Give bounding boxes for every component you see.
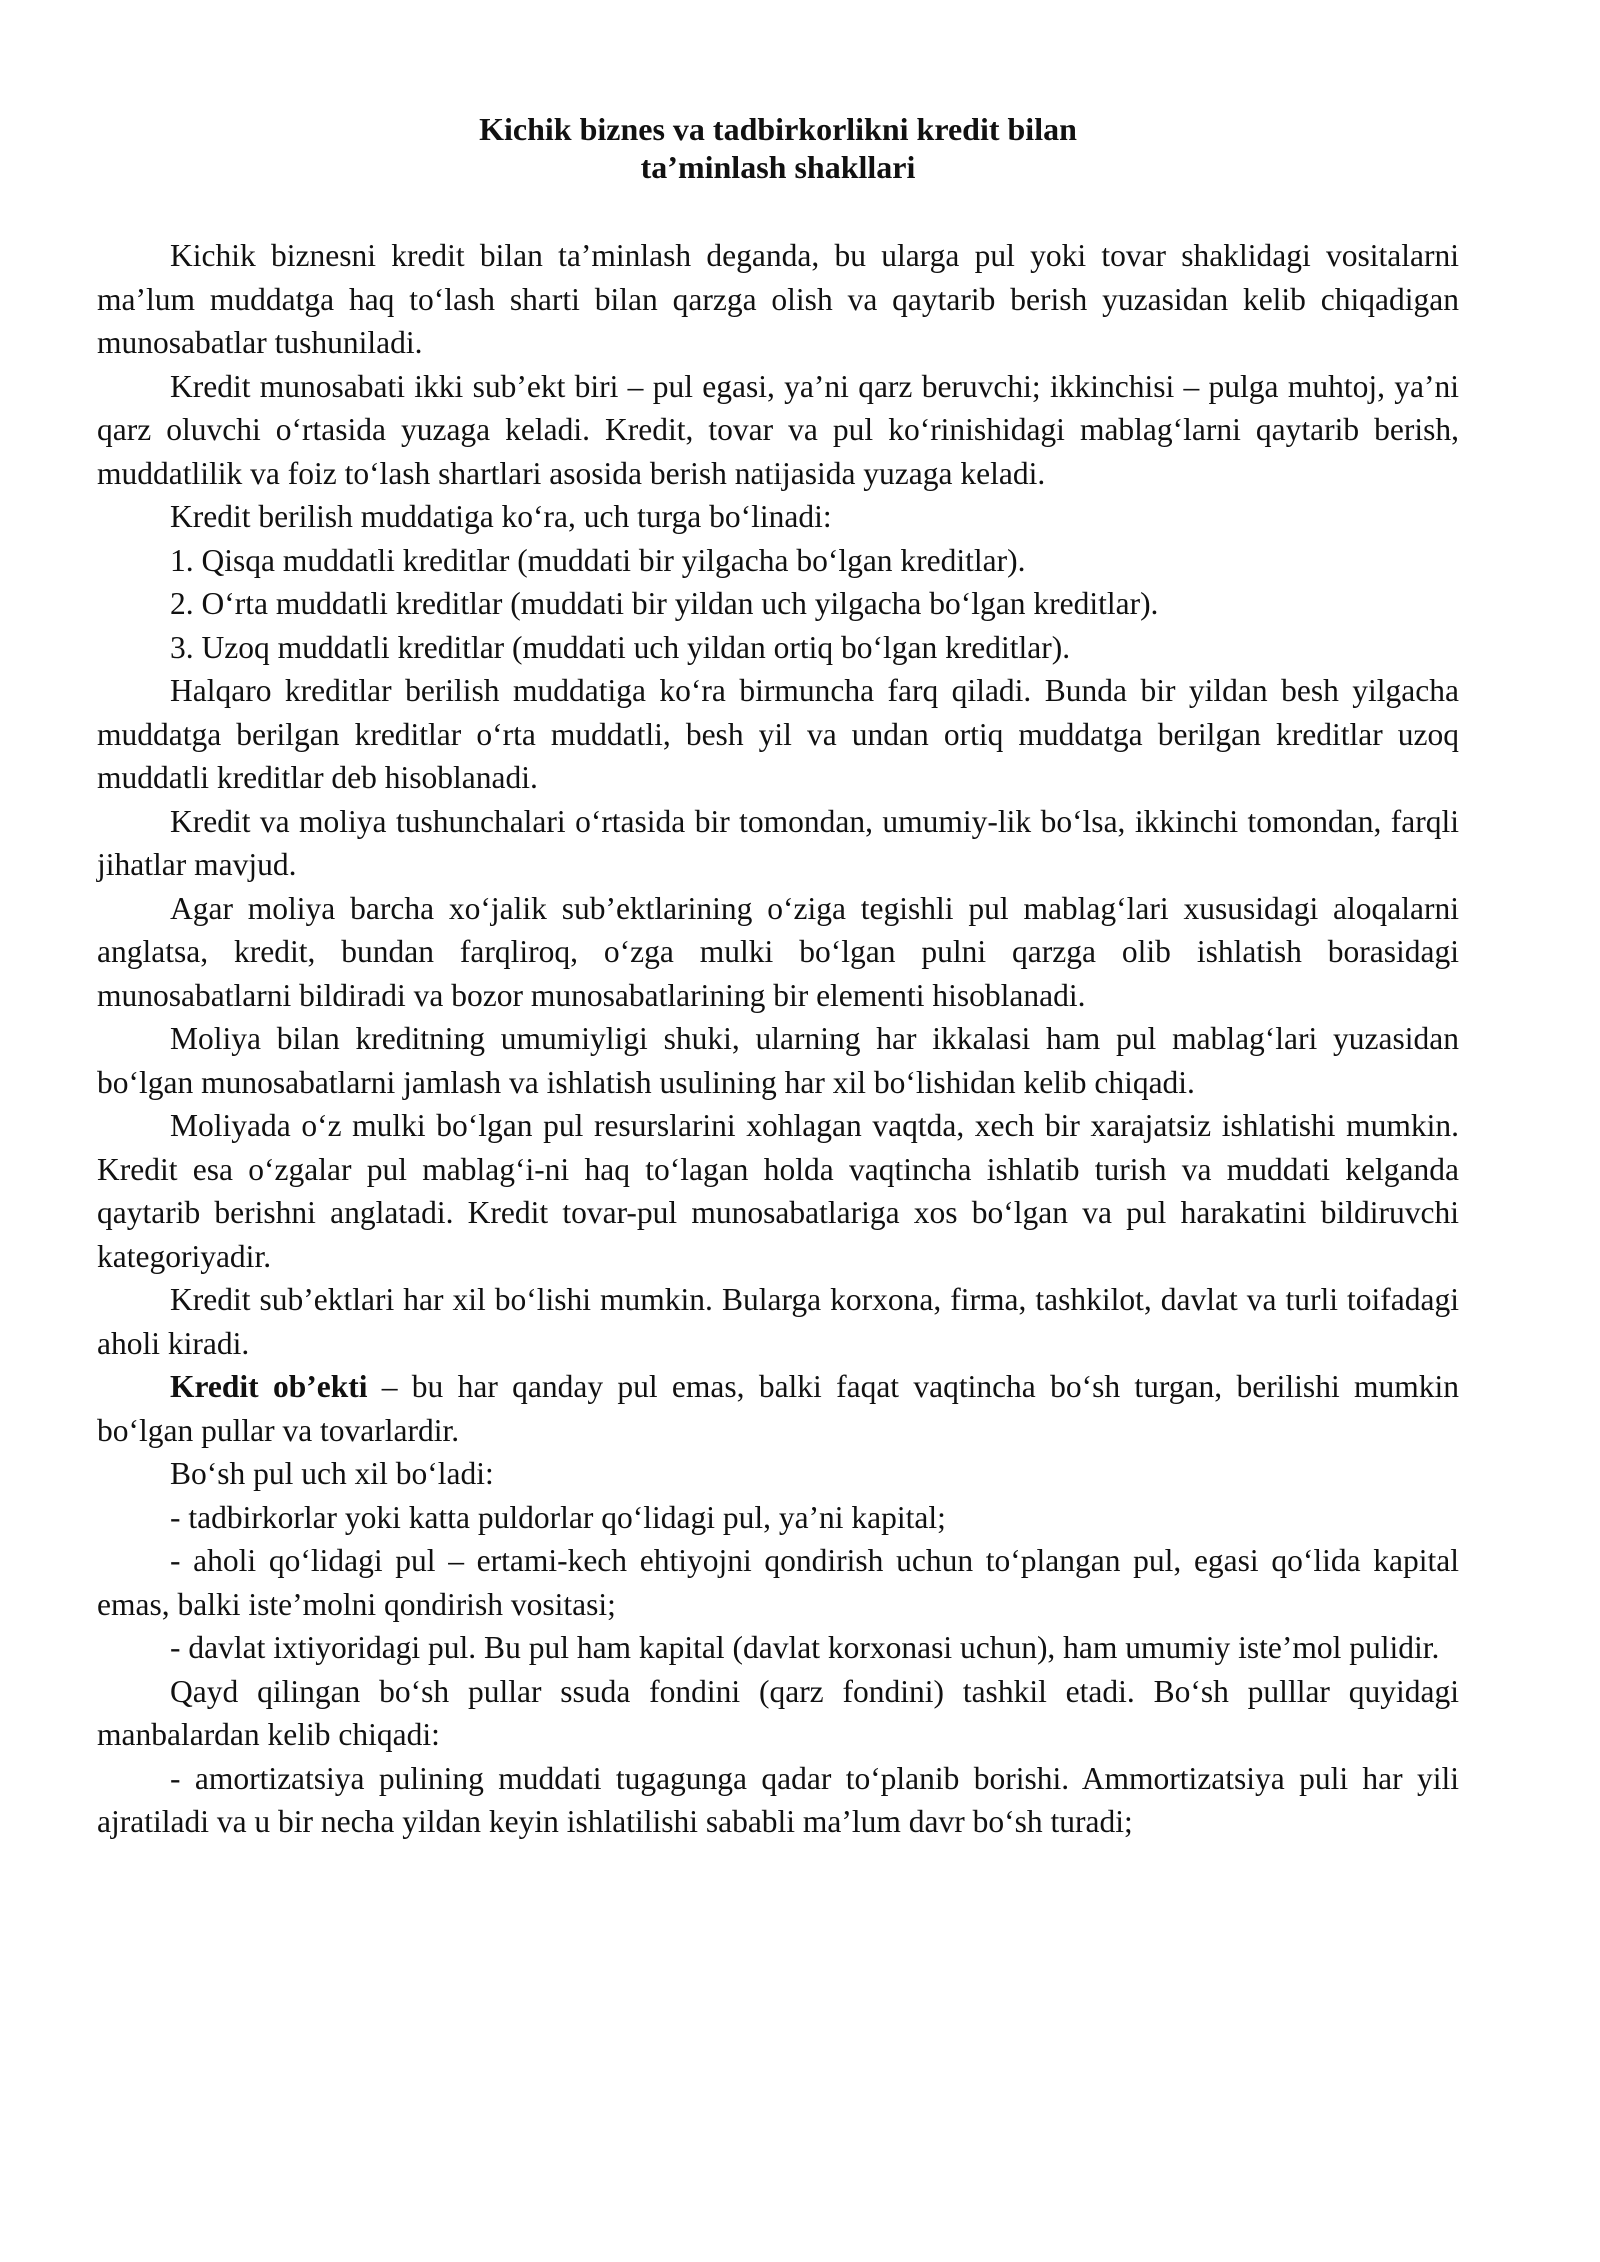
list-item: - aholi qo‘lidagi pul – ertami-kech ehtiyojni qondirish uchun to‘plangan pul, egasi qo‘lida kapital emas, balki iste’molni qondirish vositasi; bbox=[97, 1543, 1459, 1622]
paragraph: Kredit berilish muddatiga ko‘ra, uch turga bo‘linadi: bbox=[170, 499, 832, 534]
list-item: 1. Qisqa muddatli kreditlar (muddati bir yilgacha bo‘lgan kreditlar). bbox=[170, 542, 1026, 578]
list-item: - tadbirkorlar yoki katta puldorlar qo‘lidagi pul, ya’ni kapital; bbox=[170, 1499, 946, 1535]
paragraph: Moliya bilan kreditning umumiyligi shuki, ularning har ikkalasi ham pul mablag‘lari yuzasidan bo‘lgan munosabatlarni jamlash va ishlatish usulining har xil bo‘lishidan kelib chiqadi. bbox=[97, 1021, 1459, 1100]
term-kredit-obekti: Kredit ob’ekti bbox=[170, 1369, 368, 1404]
paragraph: Bo‘sh pul uch xil bo‘ladi: bbox=[170, 1456, 494, 1491]
term-definition: – bu har qanday pul emas, balki faqat vaqtincha bo‘sh turgan, berilishi mumkin bo‘lgan pullar va tovarlardir. bbox=[97, 1369, 1459, 1448]
paragraph: Halqaro kreditlar berilish muddatiga ko‘ra birmuncha farq qiladi. Bunda bir yildan besh yilgacha muddatga berilgan kreditlar o‘rta muddatli, besh yil va undan ortiq muddatga berilgan kreditlar uzoq muddatli kreditlar deb hisoblanadi. bbox=[97, 673, 1459, 795]
paragraph: Agar moliya barcha xo‘jalik sub’ektlarining o‘ziga tegishli pul mablag‘lari xususidagi aloqalarni anglatsa, kredit, bundan farqliroq, o‘zga mulki bo‘lgan pulni qarzga olib ishlatish borasidagi munosabatlarni bildiradi va bozor munosabatlarining bir elementi hisoblanadi. bbox=[97, 890, 1459, 1013]
list-item: 2. O‘rta muddatli kreditlar (muddati bir yildan uch yilgacha bo‘lgan kreditlar). bbox=[170, 586, 1159, 621]
list-item: - amortizatsiya pulining muddati tugagunga qadar to‘planib borishi. Ammortizatsiya puli har yili ajratiladi va u bir necha yildan keyin ishlatilishi sababli ma’lum davr bo‘sh turadi; bbox=[97, 1760, 1459, 1839]
title-line-1: Kichik biznes va tadbirkorlikni kredit bilan bbox=[479, 111, 1077, 147]
list-item: 3. Uzoq muddatli kreditlar (muddati uch yildan ortiq bo‘lgan kreditlar). bbox=[170, 629, 1071, 665]
paragraph: Kredit sub’ektlari har xil bo‘lishi mumkin. Bularga korxona, firma, tashkilot, davlat va turli toifadagi aholi kiradi. bbox=[97, 1282, 1459, 1361]
title-line-2: ta’minlash shakllari bbox=[640, 149, 916, 185]
paragraph: Kredit va moliya tushunchalari o‘rtasida bir tomondan, umumiy-lik bo‘lsa, ikkinchi tomondan, farqli jihatlar mavjud. bbox=[97, 803, 1459, 882]
paragraph: Kredit munosabati ikki sub’ekt biri – pul egasi, ya’ni qarz beruvchi; ikkinchisi – pulga muhtoj, ya’ni qarz oluvchi o‘rtasida yuzaga keladi. Kredit, tovar va pul ko‘rinishidagi mablag‘larni qaytarib berish, muddatlilik va foiz to‘lash shartlari asosida berish natijasida yuzaga keladi. bbox=[97, 368, 1459, 491]
page-title bbox=[97, 110, 1459, 186]
list-item: - davlat ixtiyoridagi pul. Bu pul ham kapital (davlat korxonasi uchun), ham umumiy iste’mol pulidir. bbox=[170, 1630, 1440, 1665]
paragraph-kredit-obekti bbox=[97, 1365, 1459, 1452]
paragraph: Qayd qilingan bo‘sh pullar ssuda fondini (qarz fondini) tashkil etadi. Bo‘sh pulllar quyidagi manbalardan kelib chiqadi: bbox=[97, 1673, 1459, 1752]
paragraph: Kichik biznesni kredit bilan ta’minlash deganda, bu ularga pul yoki tovar shaklidagi vositalarni ma’lum muddatga haq to‘lash sharti bilan qarzga olish va qaytarib berish yuzasidan kelib chiqadigan munosabatlar tushuniladi. bbox=[97, 238, 1459, 360]
document-page bbox=[97, 110, 1459, 1844]
paragraph: Moliyada o‘z mulki bo‘lgan pul resurslarini xohlagan vaqtda, xech bir xarajatsiz ishlatishi mumkin. Kredit esa o‘zgalar pul mablag‘i-ni haq to‘lagan holda vaqtincha ishlatib turish va muddati kelganda qaytarib berishni anglatadi. Kredit tovar-pul munosabatlariga xos bo‘lgan va pul harakatini bildiruvchi kategoriyadir. bbox=[97, 1108, 1459, 1274]
